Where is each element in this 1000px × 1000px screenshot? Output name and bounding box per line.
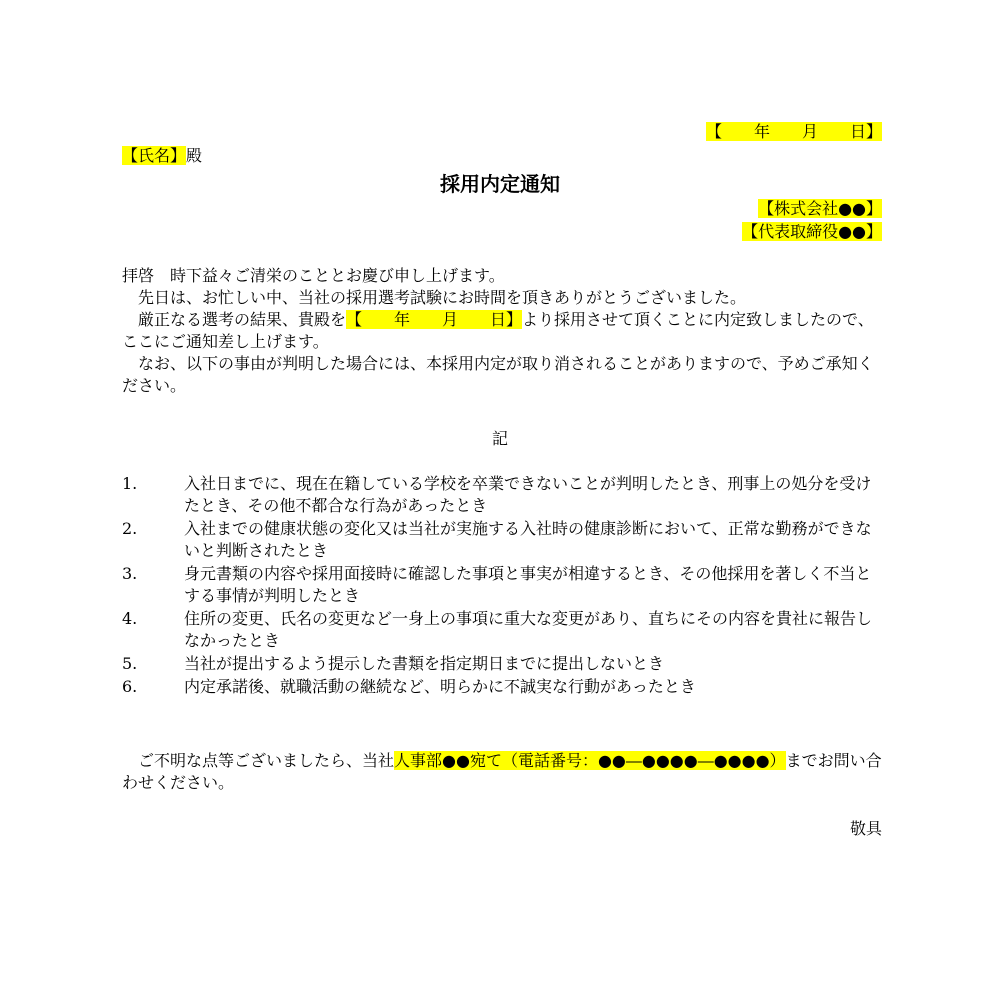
sender-representative-line [742,221,882,243]
contact-info: 人事部●●宛て（電話番号：●●―●●●●―●●●●） [394,751,786,770]
list-item-number: 1. [122,474,138,493]
paragraph-1: 先日は、お忙しい中、当社の採用選考試験にお時間を頂きありがとうございました。 [138,288,747,307]
keigu: 敬具 [849,819,882,838]
paragraph-2-after: より採用させて頂くことに内定致しましたので、ここにご通知差し上げます。 [122,310,874,351]
closing-after: までお問い合わせください。 [122,751,882,792]
greeting: 拝啓 時下益々ご清栄のこととお慶び申し上げます。 [122,266,505,285]
list-item-text: 当社が提出するよう提示した書類を指定期日までに提出しないとき [184,654,665,673]
list-item [122,563,882,607]
conditions-list [122,473,882,699]
page-title: 採用内定通知 [440,172,560,196]
recipient-honorific: 殿 [186,146,203,165]
sender-company: 【株式会社●●】 [758,199,882,218]
recipient-name-placeholder: 【氏名】 [122,146,187,165]
paragraph-2-before: 厳正なる選考の結果、貴殿を [138,310,347,329]
list-item-number: 4. [122,609,138,628]
list-item [122,473,882,517]
recipient-line [122,145,202,167]
ki-heading: 記 [491,429,508,448]
date-line [706,121,882,143]
list-item-text: 住所の変更、氏名の変更など一身上の事項に重大な変更があり、直ちにその内容を貴社に報告しなかったとき [184,609,873,650]
list-item-number: 3. [122,564,138,583]
sender-company-line [758,198,882,220]
body-text [122,265,882,397]
closing-before: ご不明な点等ございましたら、当社 [138,751,395,770]
start-date-placeholder: 【 年 月 日】 [346,310,523,329]
paragraph-2 [122,309,882,353]
list-item-number: 6. [122,677,138,696]
list-item [122,608,882,652]
list-item-text: 入社までの健康状態の変化又は当社が実施する入社時の健康診断において、正常な勤務ができないと判断されたとき [184,519,872,560]
paragraph-3: なお、以下の事由が判明した場合には、本採用内定が取り消されることがありますので、予めご承知ください。 [122,354,874,395]
closing-text [122,750,882,794]
list-item-number: 5. [122,654,138,673]
list-item [122,676,882,698]
list-item [122,653,882,675]
list-item-number: 2. [122,519,138,538]
list-item-text: 内定承諾後、就職活動の継続など、明らかに不誠実な行動があったとき [184,677,696,696]
list-item [122,518,882,562]
date-placeholder: 【 年 月 日】 [705,122,882,141]
list-item-text: 入社日までに、現在在籍している学校を卒業できないことが判明したとき、刑事上の処分を受けたとき、その他不都合な行為があったとき [184,474,872,515]
list-item-text: 身元書類の内容や採用面接時に確認した事項と事実が相違するとき、その他採用を著しく不当とする事情が判明したとき [184,564,872,605]
sender-representative: 【代表取締役●●】 [742,222,882,241]
closing-paragraph [122,750,882,794]
